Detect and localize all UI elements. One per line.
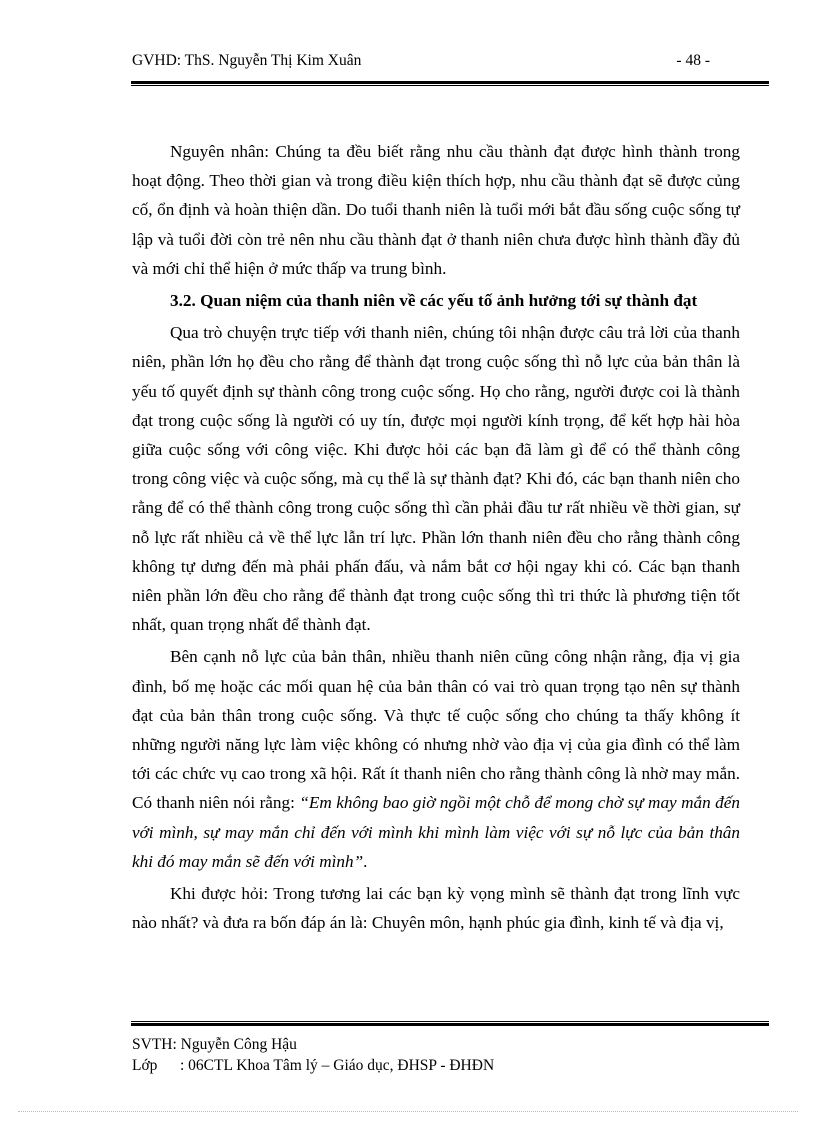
page-edge-dotted-line	[18, 1111, 798, 1112]
paragraph-family-status	[132, 642, 740, 876]
page-header	[132, 52, 710, 72]
header-rule	[131, 81, 769, 86]
page-footer	[132, 1034, 494, 1076]
section-heading: 3.2. Quan niệm của thanh niên về các yếu tố ảnh hưởng tới sự thành đạt	[170, 291, 698, 311]
youth-quote: “Em không bao giờ ngồi một chỗ để mong chờ sự may mắn đến với mình, sự may mắn chỉ đến với mình khi mình làm việc với sự nỗ lực của bản thân khi đó may mắn sẽ đến với mình”	[132, 793, 740, 871]
paragraph-end: .	[363, 851, 368, 871]
footer-student: SVTH: Nguyễn Công Hậu	[132, 1036, 297, 1053]
paragraph-text: Bên cạnh nỗ lực của bản thân, nhiều thanh niên cũng công nhận rằng, địa vị gia đình, bố mẹ hoặc các mối quan hệ của bản thân có vai trò quan trọng tạo nên sự thành đạt của bản thân trong cuộc sống. Và thực tế cuộc sống cho chúng ta thấy không ít những người năng lực làm việc không có nhưng nhờ vào địa vị của gia đình có thể làm tới các chức vụ cao trong xã hội. Rất ít thanh niên cho rằng thành công là nhờ may mắn. Có thanh niên nói rằng:	[132, 647, 740, 813]
page-number: - 48 -	[676, 52, 710, 69]
paragraph-expectation: Khi được hỏi: Trong tương lai các bạn kỳ vọng mình sẽ thành đạt trong lĩnh vực nào nhất? và đưa ra bốn đáp án là: Chuyên môn, hạnh phúc gia đình, kinh tế và địa vị,	[132, 884, 740, 933]
paragraph-cause: Nguyên nhân: Chúng ta đều biết rằng nhu cầu thành đạt được hình thành trong hoạt động. Theo thời gian và trong điều kiện thích hợp, nhu cầu thành đạt sẽ được củng cố, ổn định và hoàn thiện dần. Do tuổi thanh niên là tuổi mới bắt đầu sống cuộc sống tự lập và tuổi đời còn trẻ nên nhu cầu thành đạt ở thanh niên chưa được hình thành đầy đủ và mới chỉ thể hiện ở mức thấp va trung bình.	[132, 142, 740, 278]
footer-class-label: Lớp	[132, 1057, 158, 1074]
paragraph-interview: Qua trò chuyện trực tiếp với thanh niên, chúng tôi nhận được câu trả lời của thanh niên, phần lớn họ đều cho rằng để thành đạt trong cuộc sống thì nỗ lực của bản thân là yếu tố quyết định sự thành công trong cuộc sống. Họ cho rằng, người được coi là thành đạt trong cuộc sống là người có uy tín, được mọi người kính trọng, để kết hợp hài hòa giữa cuộc sống với công việc. Khi được hỏi các bạn đã làm gì để có thể thành công trong công việc và cuộc sống, mà cụ thể là sự thành đạt? Khi đó, các bạn thanh niên cho rằng để có thể thành công trong cuộc sống thì cần phải đầu tư rất nhiều về thời gian, sự nỗ lực rất nhiều cả về thể lực lẫn trí lực. Phần lớn thanh niên đều cho rằng thành công không tự dưng đến mà phải phấn đấu, và nắm bắt cơ hội ngay khi có. Các bạn thanh niên phần lớn đều cho rằng để thành đạt trong cuộc sống thì tri thức là phương tiện tốt nhất, quan trọng nhất để thành đạt.	[132, 323, 740, 635]
document-body	[132, 137, 740, 937]
header-supervisor: GVHD: ThS. Nguyễn Thị Kim Xuân	[132, 52, 362, 69]
footer-class-value: : 06CTL Khoa Tâm lý – Giáo dục, ĐHSP - ĐHĐN	[180, 1057, 495, 1074]
footer-rule	[131, 1021, 769, 1026]
